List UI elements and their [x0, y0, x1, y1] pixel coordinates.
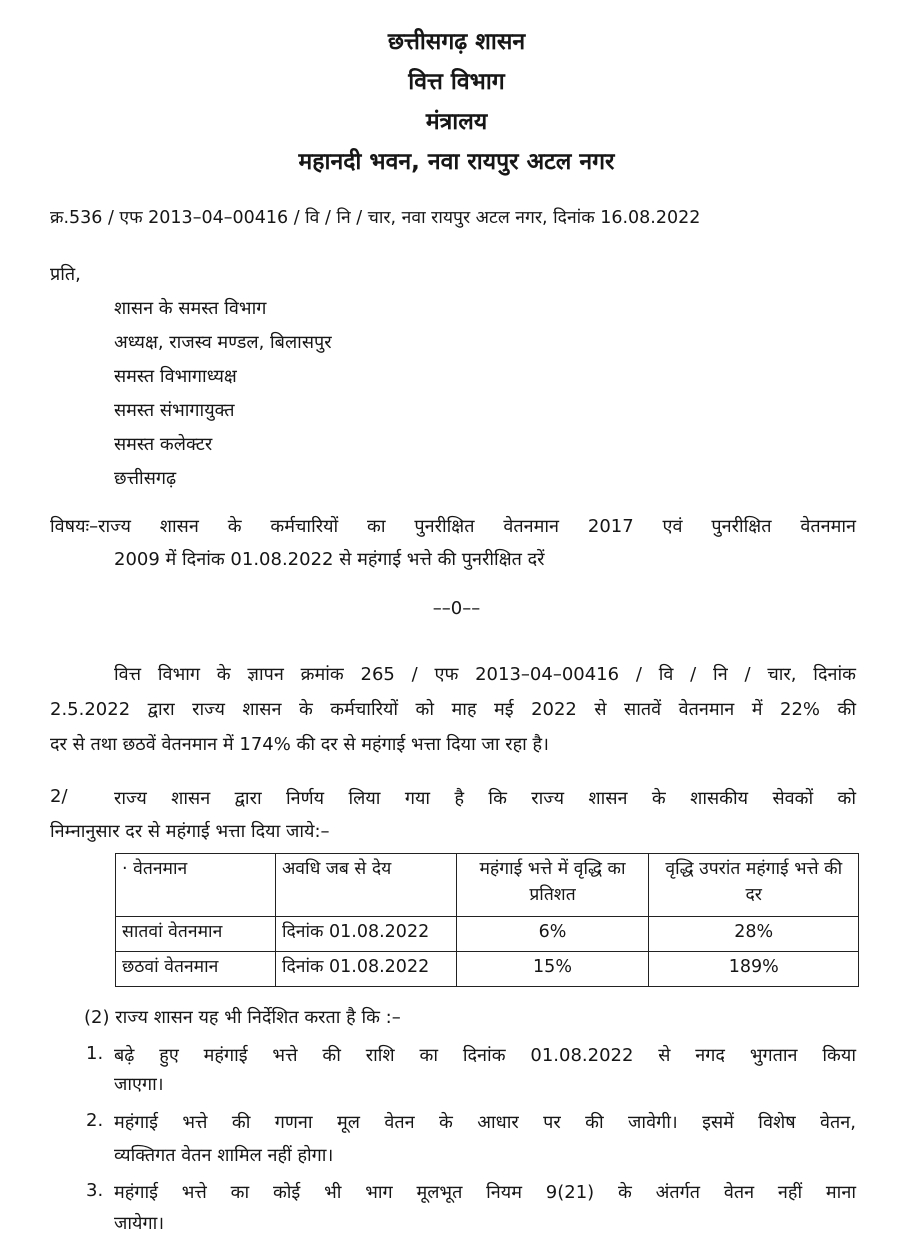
to-label: प्रति, — [50, 264, 81, 285]
list-item-number: 1. — [86, 1043, 104, 1064]
header-ministry: मंत्रालय — [425, 109, 488, 135]
para1-line-1: वित्त विभाग के ज्ञापन क्रमांक 265 / एफ 2013–04–00416 / वि / नि / चार, दिनांक — [114, 664, 856, 685]
table-header-cell: · वेतनमान — [116, 854, 276, 917]
recipient-item: छत्तीसगढ़ — [114, 468, 177, 489]
subject-line-1: विषयः–राज्य शासन के कर्मचारियों का पुनरीक्षित वेतनमान 2017 एवं पुनरीक्षित वेतनमान — [50, 516, 856, 537]
table-cell: 6% — [456, 917, 649, 952]
table-header-row — [116, 854, 859, 917]
para2-number: 2/ — [50, 786, 68, 807]
directions-intro: (2) राज्य शासन यह भी निर्देशित करता है कि :– — [84, 1007, 401, 1028]
table-header-cell: अवधि जब से देय — [275, 854, 456, 917]
para2-line-2: निम्नानुसार दर से महंगाई भत्ता दिया जाये:– — [50, 821, 330, 842]
table-cell: 15% — [456, 952, 649, 987]
table-cell: 189% — [649, 952, 859, 987]
table-header-cell: महंगाई भत्ते में वृद्धि का प्रतिशत — [456, 854, 649, 917]
table-cell: दिनांक 01.08.2022 — [275, 952, 456, 987]
table-row — [116, 952, 859, 987]
list-item-line-1: महंगाई भत्ते का कोई भी भाग मूलभूत नियम 9(21) के अंतर्गत वेतन नहीं माना — [114, 1182, 856, 1203]
table-cell: 28% — [649, 917, 859, 952]
para2-line-1: राज्य शासन द्वारा निर्णय लिया गया है कि राज्य शासन के शासकीय सेवकों को — [114, 788, 856, 809]
header-address: महानदी भवन, नवा रायपुर अटल नगर — [298, 149, 615, 175]
table-header-cell: वृद्धि उपरांत महंगाई भत्ते की दर — [649, 854, 859, 917]
table-row — [116, 917, 859, 952]
table-cell: छठवां वेतनमान — [116, 952, 276, 987]
order-reference: क्र.536 / एफ 2013–04–00416 / वि / नि / चार, नवा रायपुर अटल नगर, दिनांक 16.08.2022 — [50, 208, 701, 228]
subject-line-2: 2009 में दिनांक 01.08.2022 से महंगाई भत्ते की पुनरीक्षित दरें — [114, 549, 545, 570]
separator: ––0–– — [432, 598, 481, 619]
recipient-item: समस्त विभागाध्यक्ष — [114, 366, 237, 387]
list-item-line-1: बढ़े हुए महंगाई भत्ते की राशि का दिनांक 01.08.2022 से नगद भुगतान किया — [114, 1045, 856, 1066]
table-cell: दिनांक 01.08.2022 — [275, 917, 456, 952]
recipient-item: समस्त कलेक्टर — [114, 434, 213, 455]
para1-line-3: दर से तथा छठवें वेतनमान में 174% की दर से महंगाई भत्ता दिया जा रहा है। — [50, 734, 549, 755]
table-cell: सातवां वेतनमान — [116, 917, 276, 952]
recipient-item: शासन के समस्त विभाग — [114, 298, 267, 319]
list-item-number: 3. — [86, 1180, 104, 1201]
para1-line-2: 2.5.2022 द्वारा राज्य शासन के कर्मचारियों को माह मई 2022 से सातवें वेतनमान में 22% की — [50, 699, 856, 720]
recipient-item: समस्त संभागायुक्त — [114, 400, 235, 421]
list-item-line-2: जायेगा। — [114, 1213, 165, 1234]
list-item-line-1: महंगाई भत्ते की गणना मूल वेतन के आधार पर की जावेगी। इसमें विशेष वेतन, — [114, 1112, 856, 1133]
recipient-item: अध्यक्ष, राजस्व मण्डल, बिलासपुर — [114, 332, 332, 353]
header-department: वित्त विभाग — [408, 69, 505, 95]
list-item-line-2: व्यक्तिगत वेतन शामिल नहीं होगा। — [114, 1145, 334, 1166]
list-item-line-2: जाएगा। — [114, 1074, 164, 1095]
header-government: छत्तीसगढ़ शासन — [387, 29, 526, 55]
dearness-allowance-table — [115, 853, 859, 987]
list-item-number: 2. — [86, 1110, 104, 1131]
